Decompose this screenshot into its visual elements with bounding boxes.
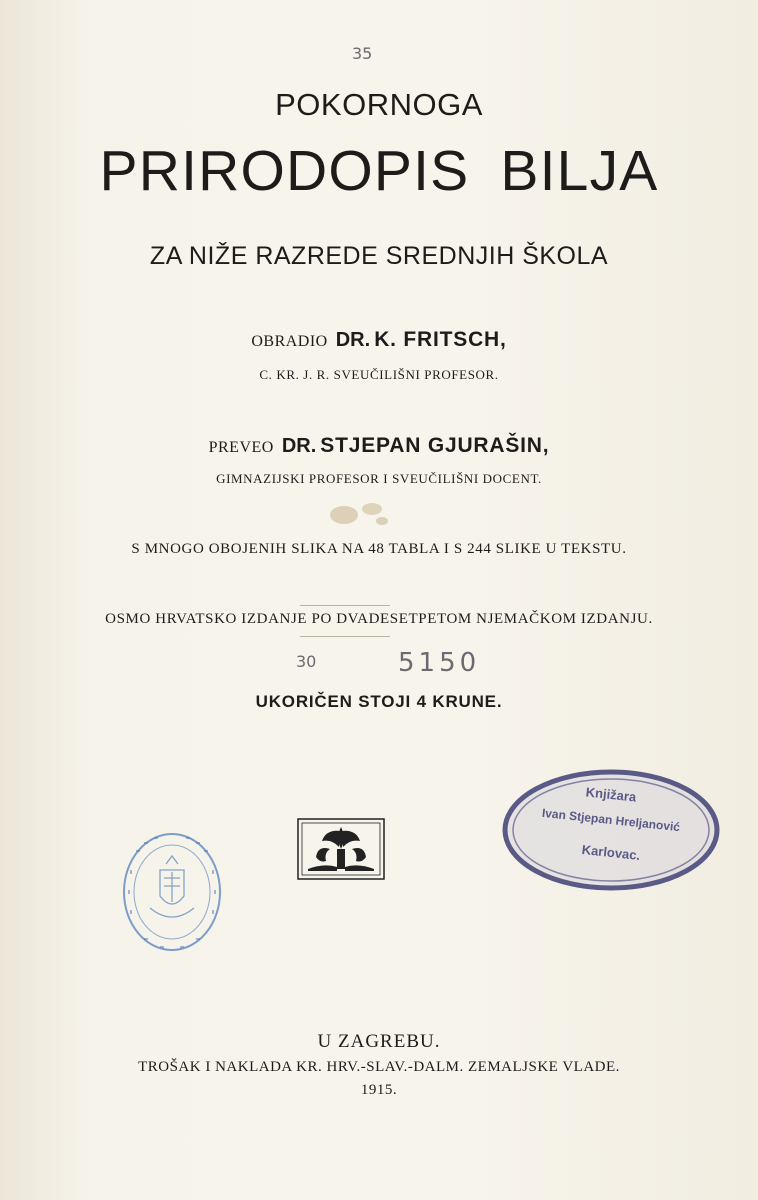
bookseller-stamp bbox=[500, 765, 722, 895]
translator-dr: DR. bbox=[281, 435, 317, 457]
author-prefix: OBRADIO bbox=[251, 333, 328, 350]
author-title: C. KR. J. R. SVEUČILIŠNI PROFESOR. bbox=[259, 367, 499, 382]
paper-stain bbox=[322, 495, 402, 535]
author-dr: DR. bbox=[335, 329, 371, 351]
illustrations-note: S MNOGO OBOJENIH SLIKA NA 48 TABLA I S 244 SLIKE U TEKSTU. bbox=[131, 541, 627, 557]
translator-title: GIMNAZIJSKI PROFESOR I SVEUČILIŠNI DOCENT. bbox=[216, 471, 542, 486]
library-stamp bbox=[120, 830, 224, 954]
divider-top bbox=[300, 605, 390, 606]
translator-prefix: PREVEO bbox=[208, 439, 274, 456]
pencil-note-left: 30 bbox=[296, 652, 317, 671]
stamp-line-1: Knjižara bbox=[585, 784, 637, 805]
printers-ornament bbox=[296, 817, 386, 881]
pencil-number-top: 35 bbox=[352, 44, 373, 63]
coat-of-arms-stamp-icon bbox=[120, 830, 224, 954]
author-line bbox=[0, 328, 758, 352]
stamp-line-3: Karlovac. bbox=[581, 841, 641, 864]
edition-note: OSMO HRVATSKO IZDANJE PO DVADESETPETOM NJEMAČKOM IZDANJU. bbox=[105, 611, 653, 627]
translator-name: STJEPAN GJURAŠIN, bbox=[320, 434, 550, 457]
ornament-icon bbox=[296, 817, 386, 881]
translator-line bbox=[0, 434, 758, 458]
pencil-note-right: 5150 bbox=[398, 648, 481, 678]
price-line: UKORIČEN STOJI 4 KRUNE. bbox=[255, 692, 503, 711]
imprint-city: U ZAGREBU. bbox=[317, 1031, 441, 1052]
book-subtitle: ZA NIŽE RAZREDE SREDNJIH ŠKOLA bbox=[149, 242, 609, 270]
author-name: K. FRITSCH, bbox=[374, 328, 507, 351]
title-line-1: POKORNOGA bbox=[275, 87, 483, 122]
book-title: PRIRODOPIS BILJA bbox=[99, 139, 659, 203]
divider-bottom bbox=[300, 636, 390, 637]
imprint-publisher: TROŠAK I NAKLADA KR. HRV.-SLAV.-DALM. ZEMALJSKE VLADE. bbox=[138, 1059, 620, 1075]
imprint-year: 1915. bbox=[360, 1082, 398, 1098]
stamp-line-2: Ivan Stjepan Hreljanović bbox=[541, 805, 681, 835]
